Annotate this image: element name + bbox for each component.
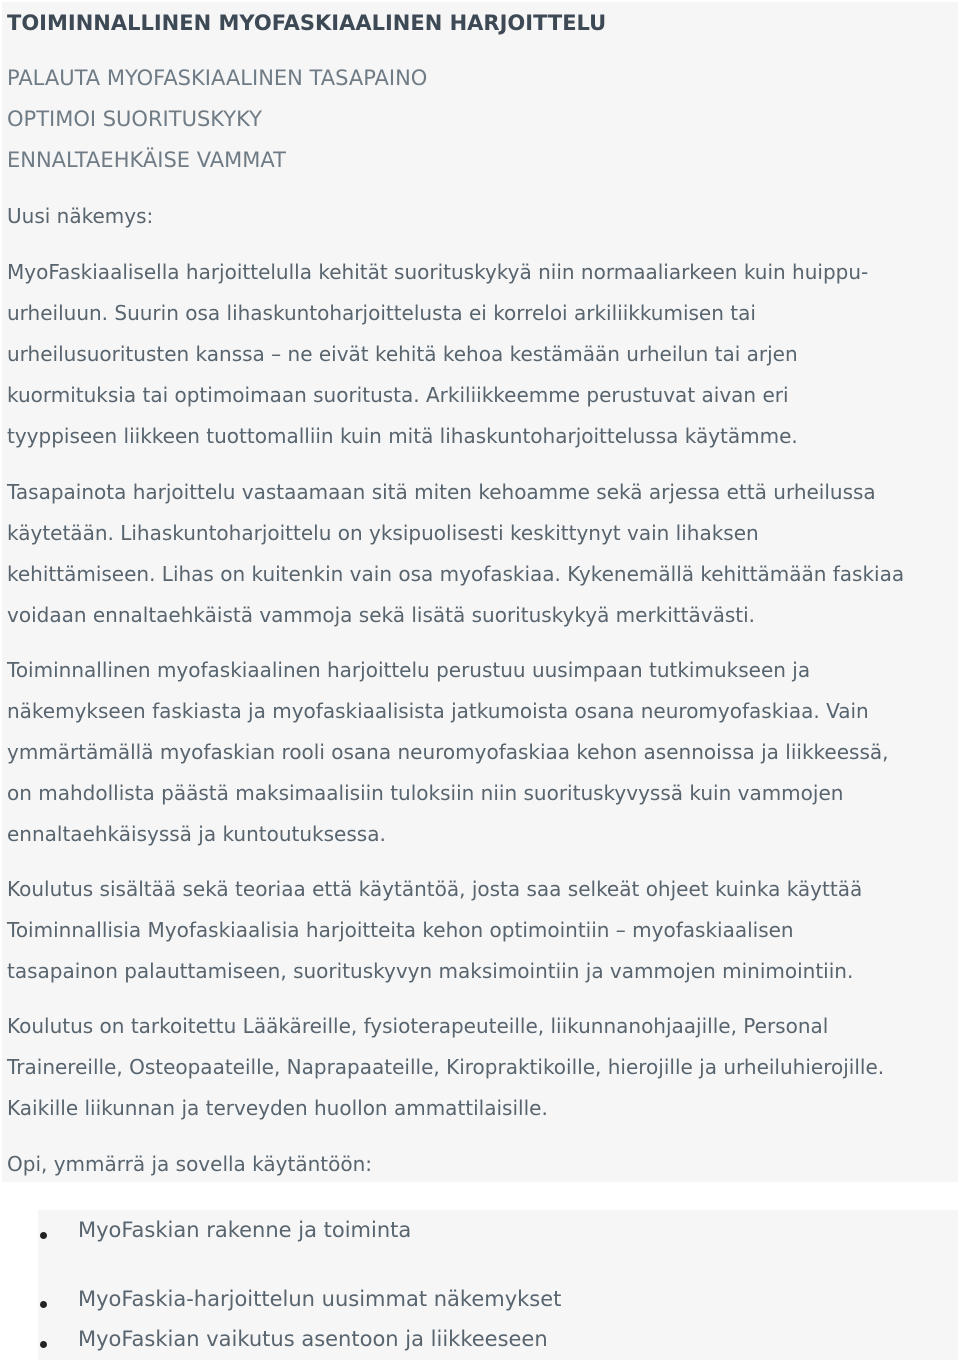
paragraph-line: ymmärtämällä myofaskian rooli osana neuromyofaskiaa kehon asennoissa ja liikkeessä, [7, 740, 889, 764]
learn-label: Opi, ymmärrä ja sovella käytäntöön: [7, 1152, 372, 1176]
intro-label: Uusi näkemys: [7, 204, 154, 228]
paragraph-line: Koulutus on tarkoitettu Lääkäreille, fysioterapeuteille, liikunnanohjaajille, Personal [7, 1014, 829, 1038]
paragraph-line: käytetään. Lihaskuntoharjoittelu on yksipuolisesti keskittynyt vain lihaksen [7, 521, 759, 545]
tagline-3: ENNALTAEHKÄISE VAMMAT [7, 148, 286, 172]
paragraph-line: on mahdollista päästä maksimaalisiin tuloksiin niin suorituskyvyssä kuin vammojen [7, 781, 844, 805]
paragraph-line: näkemykseen faskiasta ja myofaskiaalisista jatkumoista osana neuromyofaskiaa. Vain [7, 699, 869, 723]
paragraph-line: tyyppiseen liikkeen tuottomalliin kuin mitä lihaskuntoharjoittelussa käytämme. [7, 424, 798, 448]
paragraph-line: Toiminnallinen myofaskiaalinen harjoittelu perustuu uusimpaan tutkimukseen ja [7, 658, 811, 682]
paragraph-line: kuormituksia tai optimoimaan suoritusta. Arkiliikkeemme perustuvat aivan eri [7, 383, 789, 407]
paragraph-line: Trainereille, Osteopaateille, Naprapaateille, Kiropraktikoille, hierojille ja urheiluhierojille. [7, 1055, 885, 1079]
bullet-icon [40, 1232, 47, 1239]
paragraph-line: Koulutus sisältää sekä teoriaa että käytäntöä, josta saa selkeät ohjeet kuinka käyttää [7, 877, 863, 901]
paragraph-line: tasapainon palauttamiseen, suorituskyvyn maksimointiin ja vammojen minimointiin. [7, 959, 854, 983]
list-item-label: MyoFaskian rakenne ja toiminta [78, 1218, 412, 1242]
paragraph-line: MyoFaskiaalisella harjoittelulla kehität suorituskykyä niin normaaliarkeen kuin huippu- [7, 260, 869, 284]
content-panel [2, 2, 958, 1182]
paragraph-line: kehittämiseen. Lihas on kuitenkin vain osa myofaskiaa. Kykenemällä kehittämään faskiaa [7, 562, 905, 586]
page-title: TOIMINNALLINEN MYOFASKIAALINEN HARJOITTELU [7, 11, 607, 35]
bullet-icon [40, 1301, 47, 1308]
tagline-2: OPTIMOI SUORITUSKYKY [7, 107, 262, 131]
list-item-label: MyoFaskian vaikutus asentoon ja liikkeeseen [78, 1327, 548, 1351]
tagline-1: PALAUTA MYOFASKIAALINEN TASAPAINO [7, 66, 428, 90]
bullet-icon [40, 1341, 47, 1348]
paragraph-line: Kaikille liikunnan ja terveyden huollon ammattilaisille. [7, 1096, 548, 1120]
paragraph-line: voidaan ennaltaehkäistä vammoja sekä lisätä suorituskykyä merkittävästi. [7, 603, 756, 627]
paragraph-line: Tasapainota harjoittelu vastaamaan sitä miten kehoamme sekä arjessa että urheilussa [7, 480, 876, 504]
paragraph-line: urheiluun. Suurin osa lihaskuntoharjoittelusta ei korreloi arkiliikkumisen tai [7, 301, 756, 325]
paragraph-line: urheilusuoritusten kanssa – ne eivät kehitä kehoa kestämään urheilun tai arjen [7, 342, 798, 366]
paragraph-line: ennaltaehkäisyssä ja kuntoutuksessa. [7, 822, 386, 846]
list-item-label: MyoFaskia-harjoittelun uusimmat näkemykset [78, 1287, 562, 1311]
paragraph-line: Toiminnallisia Myofaskiaalisia harjoitteita kehon optimointiin – myofaskiaalisen [7, 918, 794, 942]
